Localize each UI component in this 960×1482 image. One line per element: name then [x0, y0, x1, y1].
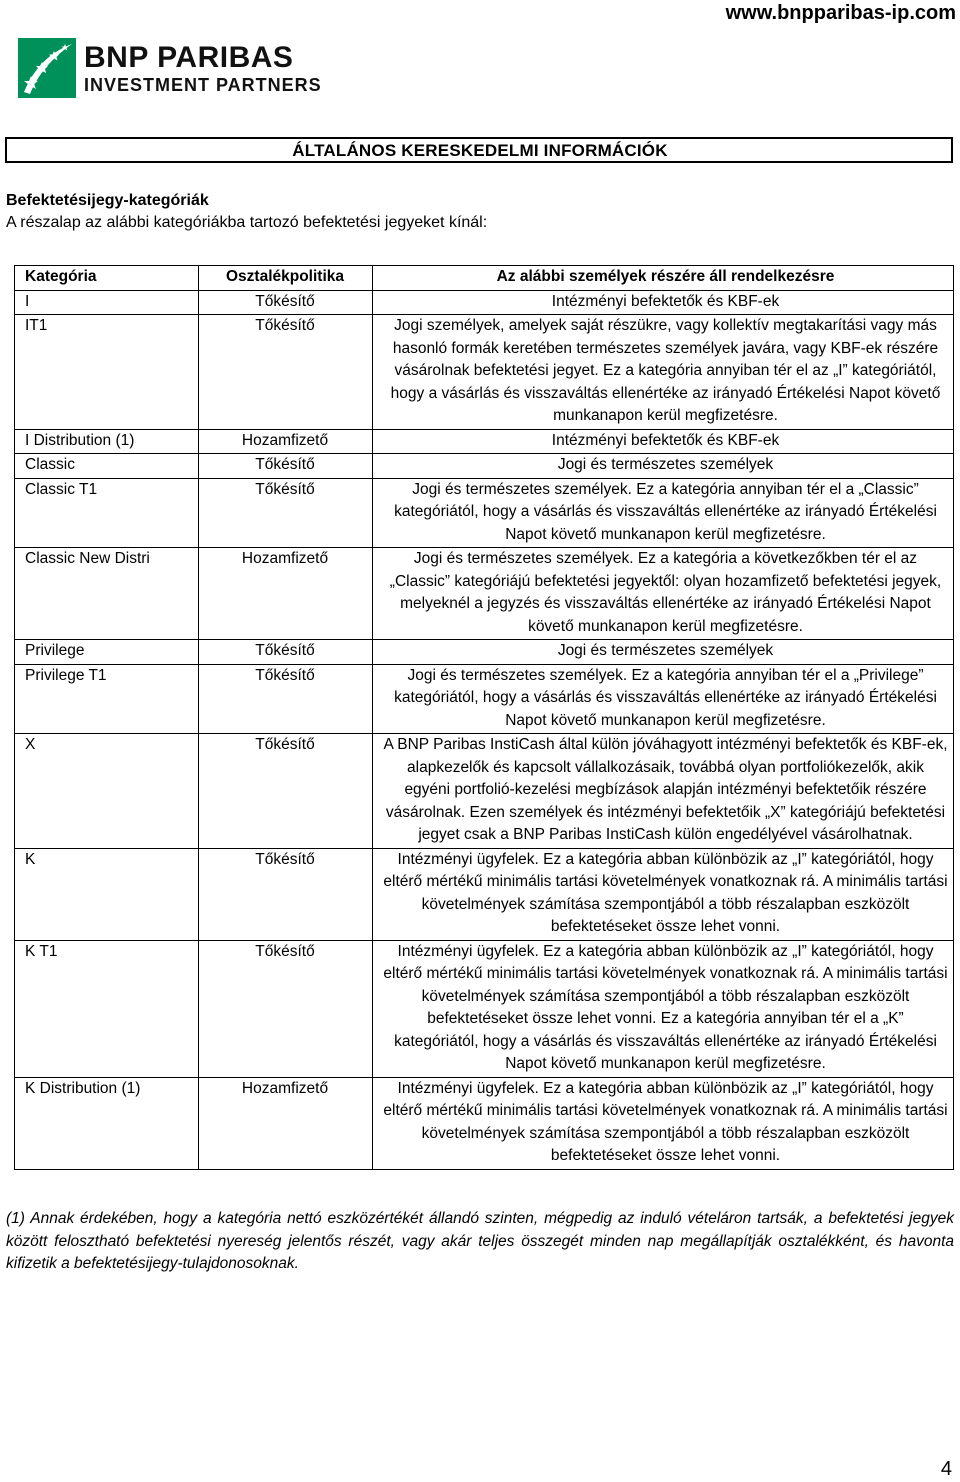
table-row — [15, 1077, 954, 1169]
brand-subtitle: INVESTMENT PARTNERS — [84, 74, 322, 95]
table-row — [15, 940, 954, 1077]
policy-cell: Hozamfizető — [199, 429, 373, 454]
description-cell: Intézményi befektetők és KBF-ek — [373, 429, 954, 454]
policy-cell: Tőkésítő — [199, 640, 373, 665]
category-cell: Privilege — [15, 640, 199, 665]
category-cell: I — [15, 290, 199, 315]
table-row — [15, 848, 954, 940]
policy-cell: Tőkésítő — [199, 315, 373, 430]
description-cell: Intézményi ügyfelek. Ez a kategória abban különbözik az „I” kategóriától, hogy eltérő mértékű minimális tartási követelmények vonatkoznak rá. A minimális tartási követelmények számítása szempontjából a több részalapban eszközölt befektetéseket össze lehet vonni. — [373, 1077, 954, 1169]
description-cell: Jogi és természetes személyek — [373, 640, 954, 665]
policy-cell: Tőkésítő — [199, 848, 373, 940]
brand-name: BNP PARIBAS — [84, 40, 294, 74]
policy-cell: Hozamfizető — [199, 1077, 373, 1169]
table-row — [15, 478, 954, 548]
description-cell: Jogi és természetes személyek — [373, 454, 954, 479]
policy-cell: Tőkésítő — [199, 454, 373, 479]
bnp-stars-logo-icon — [18, 38, 76, 98]
table-row — [15, 315, 954, 430]
table-row — [15, 429, 954, 454]
category-cell: Classic T1 — [15, 478, 199, 548]
section-title: Befektetésijegy-kategóriák — [6, 192, 209, 209]
description-cell: Intézményi ügyfelek. Ez a kategória abban különbözik az „I” kategóriától, hogy eltérő mértékű minimális tartási követelmények vonatkoznak rá. A minimális tartási követelmények számítása szempontjából a több részalapban eszközölt befektetéseket össze lehet vonni. Ez a kategória annyiban tér el a „K” kategóriától, hogy a vásárlás és visszaváltás ellenértéke az irányadó Értékelési Napot követő munkanapon kerül megfizetésre. — [373, 940, 954, 1077]
policy-cell: Tőkésítő — [199, 478, 373, 548]
page-number: 4 — [940, 1458, 952, 1480]
policy-cell: Tőkésítő — [199, 734, 373, 849]
section-subtitle: A részalap az alábbi kategóriákba tartozó befektetési jegyeket kínál: — [6, 214, 488, 231]
description-cell: Jogi és természetes személyek. Ez a kategória annyiban tér el a „Privilege” kategóriától, hogy a vásárlás és visszaváltás ellenértéke az irányadó Értékelési Napot követő munkanapon kerül megfizetésre. — [373, 664, 954, 734]
table-row — [15, 640, 954, 665]
category-cell: IT1 — [15, 315, 199, 430]
footnote: (1) Annak érdekében, hogy a kategória nettó eszközértékét állandó szinten, mégpedig az induló vételáron tartsák, a befektetési jegyek között felosztható befektetési nyereség jelentős részét, vagy akár teljes összegét minden nap megállapítják osztalékként, és havonta kifizetik a befektetésijegy-tulajdonosoknak. — [6, 1210, 954, 1272]
description-cell: A BNP Paribas InstiCash által külön jóváhagyott intézményi befektetők és KBF-ek, alapkezelők és kapcsolt vállalkozásaik, továbbá olyan portfoliókezelők, akik egyéni portfolió-kezelési megbízások alapján intézményi befektetőik részére vásárolnak. Ezen személyek és intézményi befektetőik „X” kategóriájú befektetési jegyet csak a BNP Paribas InstiCash külön engedélyével vásárolhatnak. — [373, 734, 954, 849]
table-row — [15, 734, 954, 849]
header-category: Kategória — [15, 266, 199, 291]
description-cell: Jogi és természetes személyek. Ez a kategória a következőkben tér el az „Classic” kategóriájú befektetési jegyektől: olyan hozamfizető befektetési jegyek, melyeknél a jegyzés és visszaváltás ellenértéke az irányadó Értékelési Napot követő munkanapon kerül megfizetésre. — [373, 548, 954, 640]
table-row — [15, 664, 954, 734]
category-table — [14, 265, 954, 1170]
bnp-paribas-logo — [18, 38, 322, 98]
website-url: www.bnpparibas-ip.com — [725, 2, 956, 24]
policy-cell: Tőkésítő — [199, 664, 373, 734]
category-cell: Classic — [15, 454, 199, 479]
table-row — [15, 454, 954, 479]
category-cell: Privilege T1 — [15, 664, 199, 734]
policy-cell: Tőkésítő — [199, 940, 373, 1077]
table-header-row — [15, 266, 954, 291]
description-cell: Jogi személyek, amelyek saját részükre, vagy kollektív megtakarítási vagy más hasonló formák keretében természetes személyek javára, vagy KBF-ek részére vásárolnak befektetési jegyet. Ez a kategória annyiban tér el az „I” kategóriától, hogy a vásárlás és visszaváltás ellenértéke az irányadó Értékelési Napot követő munkanapon kerül megfizetésre. — [373, 315, 954, 430]
description-cell: Jogi és természetes személyek. Ez a kategória annyiban tér el a „Classic” kategóriától, hogy a vásárlás és visszaváltás ellenértéke az irányadó Értékelési Napot követő munkanapon kerül megfizetésre. — [373, 478, 954, 548]
policy-cell: Hozamfizető — [199, 548, 373, 640]
category-cell: X — [15, 734, 199, 849]
category-cell: Classic New Distri — [15, 548, 199, 640]
page-title: ÁLTALÁNOS KERESKEDELMI INFORMÁCIÓK — [292, 141, 668, 160]
table-row — [15, 548, 954, 640]
description-cell: Intézményi ügyfelek. Ez a kategória abban különbözik az „I” kategóriától, hogy eltérő mértékű minimális tartási követelmények vonatkoznak rá. A minimális tartási követelmények számítása szempontjából a több részalapban eszközölt befektetéseket össze lehet vonni. — [373, 848, 954, 940]
table-row — [15, 290, 954, 315]
category-cell: K — [15, 848, 199, 940]
policy-cell: Tőkésítő — [199, 290, 373, 315]
header-dividend-policy: Osztalékpolitika — [199, 266, 373, 291]
description-cell: Intézményi befektetők és KBF-ek — [373, 290, 954, 315]
category-cell: I Distribution (1) — [15, 429, 199, 454]
header-eligible-investors: Az alábbi személyek részére áll rendelkezésre — [373, 266, 954, 291]
category-cell: K T1 — [15, 940, 199, 1077]
category-cell: K Distribution (1) — [15, 1077, 199, 1169]
